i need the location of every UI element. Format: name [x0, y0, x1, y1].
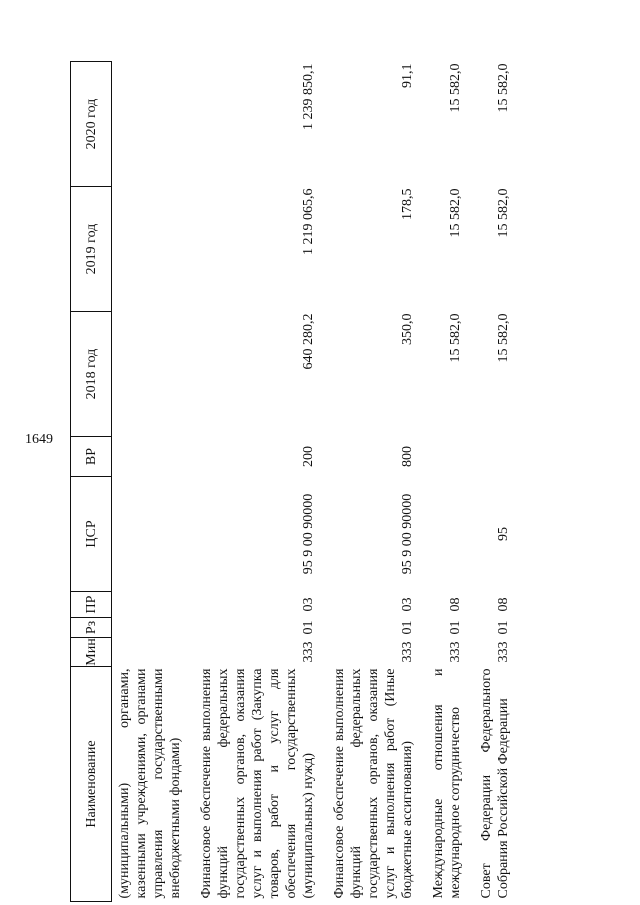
row-pr — [112, 592, 195, 618]
table-body — [112, 62, 523, 902]
row-2019: 15 582,0 — [448, 188, 463, 238]
col-header-pr: ПР — [71, 592, 112, 618]
row-pr: 03 — [400, 597, 415, 612]
budget-table — [70, 61, 522, 902]
table-row — [327, 62, 426, 902]
row-rz: 01 — [496, 620, 511, 635]
row-2018 — [112, 312, 195, 437]
row-csr: 95 9 00 90000 — [400, 493, 415, 575]
row-pr: 08 — [496, 597, 511, 612]
row-2020: 91,1 — [400, 63, 415, 88]
row-min: 333 — [496, 641, 511, 663]
row-name: Совет Федерации Федерального Собрания Российской Федерации — [479, 668, 511, 899]
row-2020: 15 582,0 — [448, 63, 463, 113]
row-csr — [426, 477, 474, 592]
row-name: Финансовое обеспечение выполнения функций федеральных государственных органов, оказания услуг и выполнения работ (Иные бюджетные ассигнования) — [332, 668, 415, 899]
row-2020: 15 582,0 — [496, 63, 511, 113]
table-row — [474, 62, 522, 902]
row-vr: 200 — [301, 446, 316, 467]
page-number: 1649 — [25, 432, 53, 447]
row-csr: 95 — [496, 527, 511, 541]
col-header-csr: ЦСР — [71, 477, 112, 592]
row-vr — [112, 437, 195, 477]
row-min — [112, 638, 195, 667]
row-2019 — [112, 187, 195, 312]
row-name: Международные отношения и международное сотрудничество — [431, 668, 463, 899]
row-vr: 800 — [400, 446, 415, 467]
col-header-min: Мин — [71, 638, 112, 667]
budget-table-sheet — [70, 62, 586, 902]
col-header-2020: 2020 год — [71, 62, 112, 187]
row-2018: 350,0 — [400, 313, 415, 345]
row-2018: 640 280,2 — [301, 313, 316, 370]
table-row — [112, 62, 195, 902]
row-pr: 08 — [448, 597, 463, 612]
row-csr: 95 9 00 90000 — [301, 493, 316, 575]
row-name: Финансовое обеспечение выполнения функций федеральных государственных органов, оказания услуг и выполнения работ (Закупка товаров, работ и услуг для обеспечения государственных (муниципальных) нужд) — [199, 668, 316, 899]
row-rz: 01 — [448, 620, 463, 635]
col-header-2018: 2018 год — [71, 312, 112, 437]
row-name: (муниципальными) органами, казенными учреждениями, органами управления государственными внебюджетными фондами) — [117, 668, 183, 899]
row-min: 333 — [448, 641, 463, 663]
row-2018: 15 582,0 — [448, 313, 463, 363]
row-2020 — [112, 62, 195, 187]
col-header-rz: Рз — [71, 618, 112, 638]
table-row — [426, 62, 474, 902]
row-pr: 03 — [301, 597, 316, 612]
header-row — [71, 62, 112, 902]
row-rz: 01 — [301, 620, 316, 635]
col-header-2019: 2019 год — [71, 187, 112, 312]
col-header-name: Наименование — [71, 667, 112, 902]
row-min: 333 — [301, 641, 316, 663]
row-2018: 15 582,0 — [496, 313, 511, 363]
table-header — [71, 62, 112, 902]
row-vr — [426, 437, 474, 477]
row-2019: 1 219 065,6 — [301, 188, 316, 255]
row-rz — [112, 618, 195, 638]
row-rz: 01 — [400, 620, 415, 635]
col-header-vr: ВР — [71, 437, 112, 477]
row-2019: 178,5 — [400, 188, 415, 220]
row-csr — [112, 477, 195, 592]
row-vr — [474, 437, 522, 477]
row-2019: 15 582,0 — [496, 188, 511, 238]
table-row — [194, 62, 327, 902]
row-min: 333 — [400, 641, 415, 663]
row-2020: 1 239 850,1 — [301, 63, 316, 130]
